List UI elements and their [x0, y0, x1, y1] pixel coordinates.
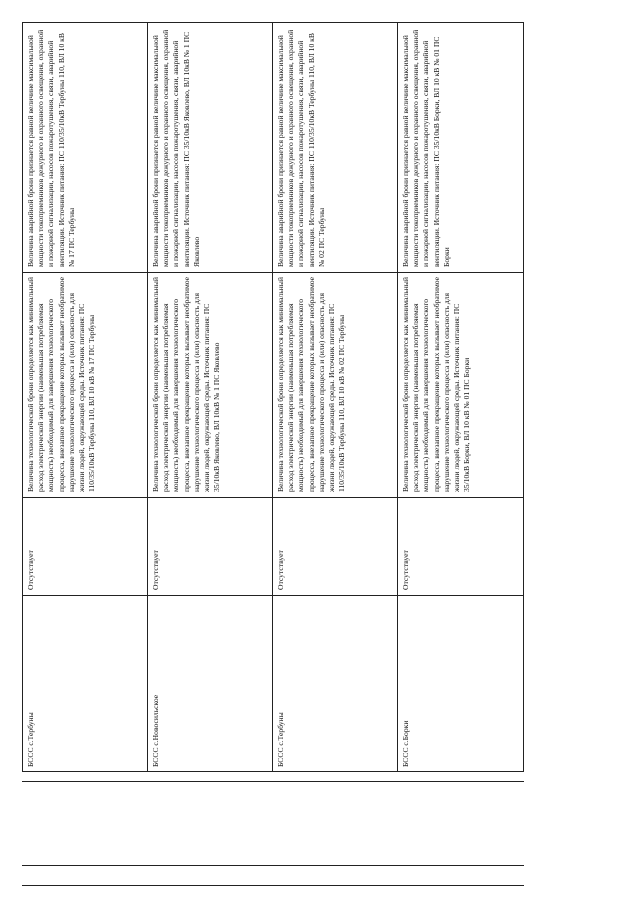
status-cell [147, 497, 272, 595]
object-name-cell [272, 595, 397, 772]
cell-text: Величина технологической брони определяется как минимальный расход электрической энергии (наименьшая потребляемая мощность) необходимый для завершения технологического процесса, внезапное прекращение которых вызывает необратимое нарушение технологического процесса и (или) опасность для жизни людей, окружающей среды. Источник питания: ПС 110/35/10кВ Тербуны 110, ВЛ 10 кВ № 17 ПС Тербуны [26, 276, 97, 492]
footer-rule [22, 865, 524, 866]
cell-text: БССС с.Борки [401, 720, 410, 767]
object-name-cell [147, 595, 272, 772]
cell-text: БССС с.Тербуны [276, 712, 285, 767]
cell-text: Величина аварийной брони признается равной величине максимальной мощности токоприемников дежурного и охранного освещения, охранной и пожарной сигнализации, насосов пожаротушения, связи, аварийной вентиляции. Источник питания: ПС 35/10кВ Яковлево, ВЛ 10кВ № 1 ПС Яковлево [151, 29, 201, 267]
cell-text: Отсутствует [401, 550, 410, 590]
footer-rule [22, 885, 524, 886]
emergency-reserve-cell [397, 22, 522, 272]
cell-text: БССС с.Новосильское [151, 694, 160, 767]
cell-text: Величина технологической брони определяется как минимальный расход электрической энергии (наименьшая потребляемая мощность) необходимый для завершения технологического процесса, внезапное прекращение которых вызывает необратимое нарушение технологического процесса и (или) опасность для жизни людей, окружающей среды. Источник питания: ПС 35/10кВ Яковлево, ВЛ 10кВ № 1 ПС Яковлево [151, 276, 222, 492]
emergency-reserve-cell [147, 22, 272, 272]
emergency-reserve-cell [272, 22, 397, 272]
technological-reserve-cell [272, 272, 397, 497]
cell-text: Величина технологической брони определяется как минимальный расход электрической энергии (наименьшая потребляемая мощность) необходимый для завершения технологического процесса, внезапное прекращение которых вызывает необратимое нарушение технологического процесса и (или) опасность для жизни людей, окружающей среды. Источник питания: ПС 35/10кВ Борки, ВЛ 10 кВ № 01 ПС Борки [401, 276, 472, 492]
object-name-cell [397, 595, 522, 772]
technological-reserve-cell [397, 272, 522, 497]
footer-rule [22, 781, 524, 782]
technological-reserve-cell [22, 272, 147, 497]
object-name-cell [22, 595, 147, 772]
cell-text: Величина технологической брони определяется как минимальный расход электрической энергии (наименьшая потребляемая мощность) необходимый для завершения технологического процесса, внезапное прекращение которых вызывает необратимое нарушение технологического процесса и (или) опасность для жизни людей, окружающей среды. Источник питания: ПС 110/35/10кВ Тербуны 110, ВЛ 10 кВ № 02 ПС Тербуны [276, 276, 347, 492]
status-cell [272, 497, 397, 595]
technological-reserve-cell [147, 272, 272, 497]
status-cell [397, 497, 522, 595]
cell-text: Отсутствует [276, 550, 285, 590]
status-cell [22, 497, 147, 595]
cell-text: Отсутствует [26, 550, 35, 590]
cell-text: Величина аварийной брони признается равной величине максимальной мощности токоприемников дежурного и охранного освещения, охранной и пожарной сигнализации, насосов пожаротушения, связи, аварийной вентиляции. Источник питания: ПС 110/35/10кВ Тербуны 110, ВЛ 10 кВ № 02 ПС Тербуны [276, 29, 326, 267]
cell-text: Отсутствует [151, 550, 160, 590]
emergency-reserve-cell [22, 22, 147, 272]
cell-text: Величина аварийной брони признается равной величине максимальной мощности токоприемников дежурного и охранного освещения, охранной и пожарной сигнализации, насосов пожаротушения, связи, аварийной вентиляции. Источник питания: ПС 110/35/10кВ Тербуны 110, ВЛ 10 кВ № 17 ПС Тербуны [26, 29, 76, 267]
cell-text: Величина аварийной брони признается равной величине максимальной мощности токоприемников дежурного и охранного освещения, охранной и пожарной сигнализации, насосов пожаротушения, связи, аварийной вентиляции. Источник питания: ПС 35/10кВ Борки, ВЛ 10 кВ № 01 ПС Борки [401, 29, 451, 267]
cell-text: БССС с.Тербуны [26, 712, 35, 767]
